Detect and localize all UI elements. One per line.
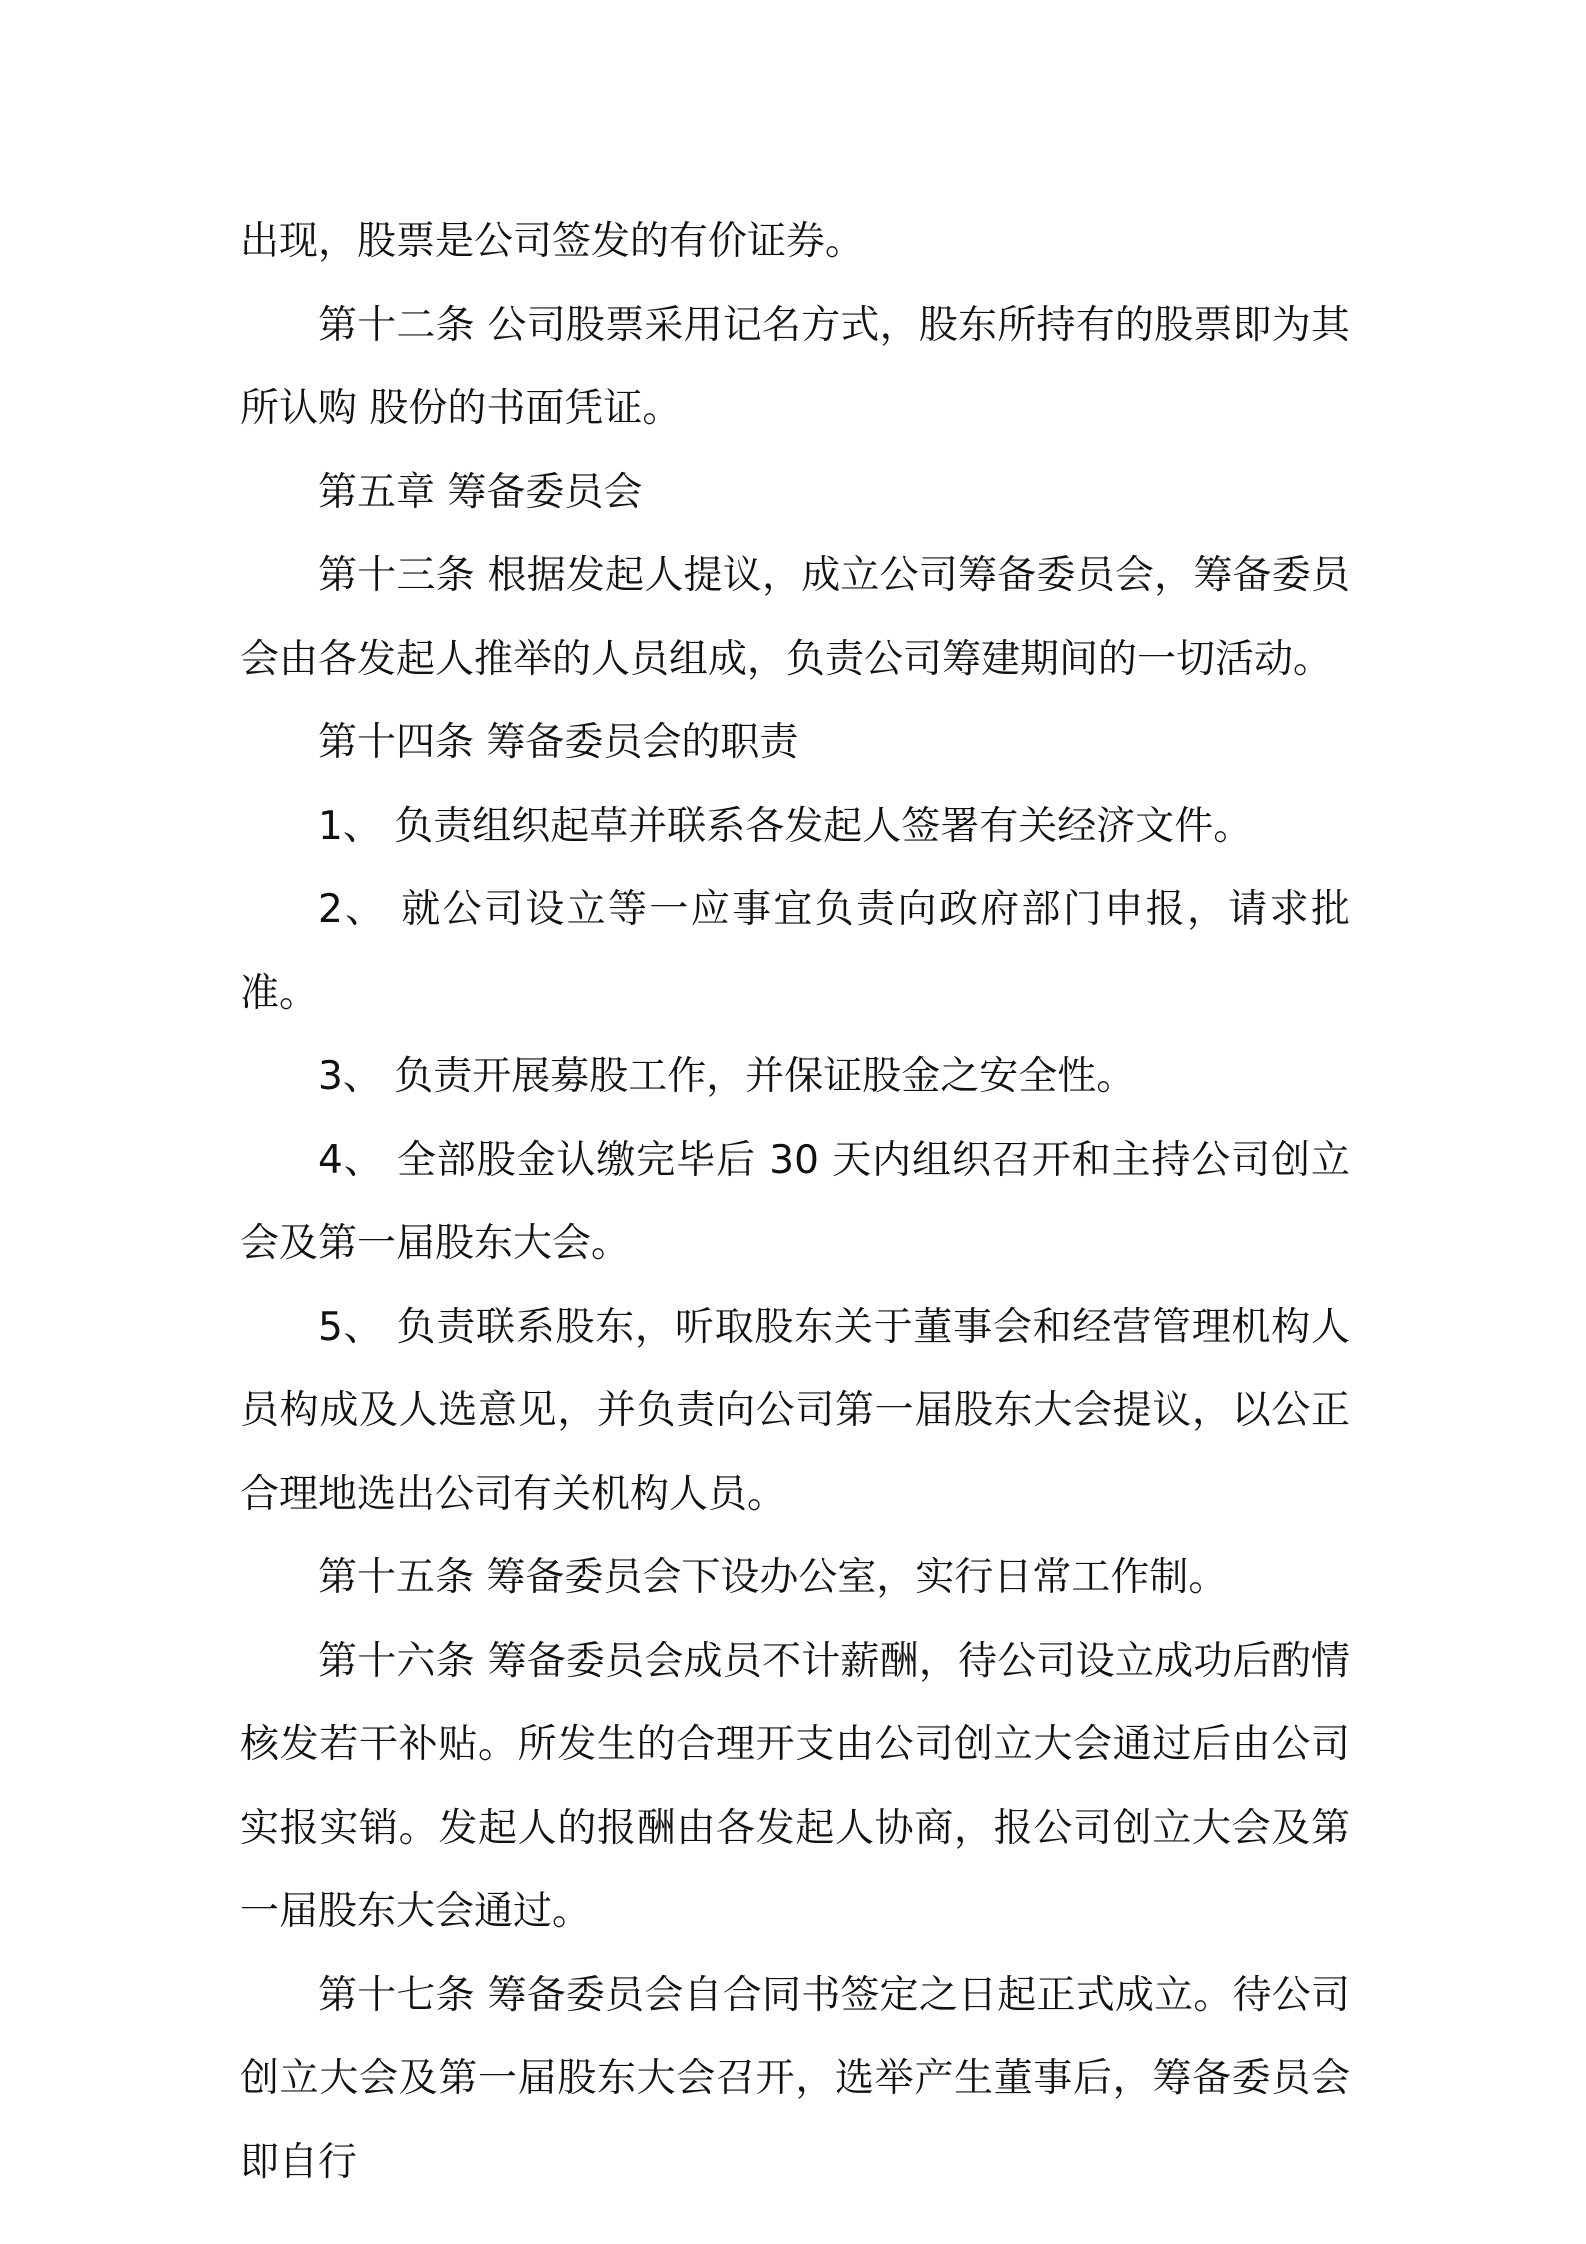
article-14: 第十四条 筹备委员会的职责 bbox=[318, 720, 799, 765]
chapter-5-heading: 第五章 筹备委员会 bbox=[318, 469, 643, 515]
duty-item-1: 1、 负责组织起草并联系各发起人签署有关经济文件。 bbox=[318, 803, 1253, 849]
document-body bbox=[240, 200, 1350, 2204]
article-13: 第十三条 根据发起人提议，成立公司筹备委员会，筹备委员会由各发起人推举的人员组成，负责公司筹建期间的一切活动。 bbox=[240, 553, 1350, 682]
duty-item-2: 2、 就公司设立等一应事宜负责向政府部门申报，请求批准。 bbox=[240, 887, 1350, 1016]
paragraph-continued: 出现，股票是公司签发的有价证券。 bbox=[240, 219, 865, 264]
article-17: 第十七条 筹备委员会自合同书签定之日起正式成立。待公司创立大会及第一届股东大会召开，选举产生董事后，筹备委员会即自行 bbox=[240, 1972, 1350, 2185]
duty-item-4: 4、 全部股金认缴完毕后 30 天内组织召开和主持公司创立会及第一届股东大会。 bbox=[240, 1137, 1350, 1266]
duty-item-5: 5、 负责联系股东，听取股东关于董事会和经营管理机构人员构成及人选意见，并负责向公司第一届股东大会提议，以公正合理地选出公司有关机构人员。 bbox=[240, 1304, 1350, 1517]
article-15: 第十五条 筹备委员会下设办公室，实行日常工作制。 bbox=[318, 1555, 1228, 1600]
article-16: 第十六条 筹备委员会成员不计薪酬，待公司设立成功后酌情核发若干补贴。所发生的合理开支由公司创立大会通过后由公司实报实销。发起人的报酬由各发起人协商，报公司创立大会及第一届股东大会通过。 bbox=[240, 1638, 1350, 1934]
duty-item-3: 3、 负责开展募股工作，并保证股金之安全性。 bbox=[318, 1054, 1136, 1099]
article-12: 第十二条 公司股票采用记名方式，股东所持有的股票即为其所认购 股份的书面凭证。 bbox=[240, 302, 1350, 431]
